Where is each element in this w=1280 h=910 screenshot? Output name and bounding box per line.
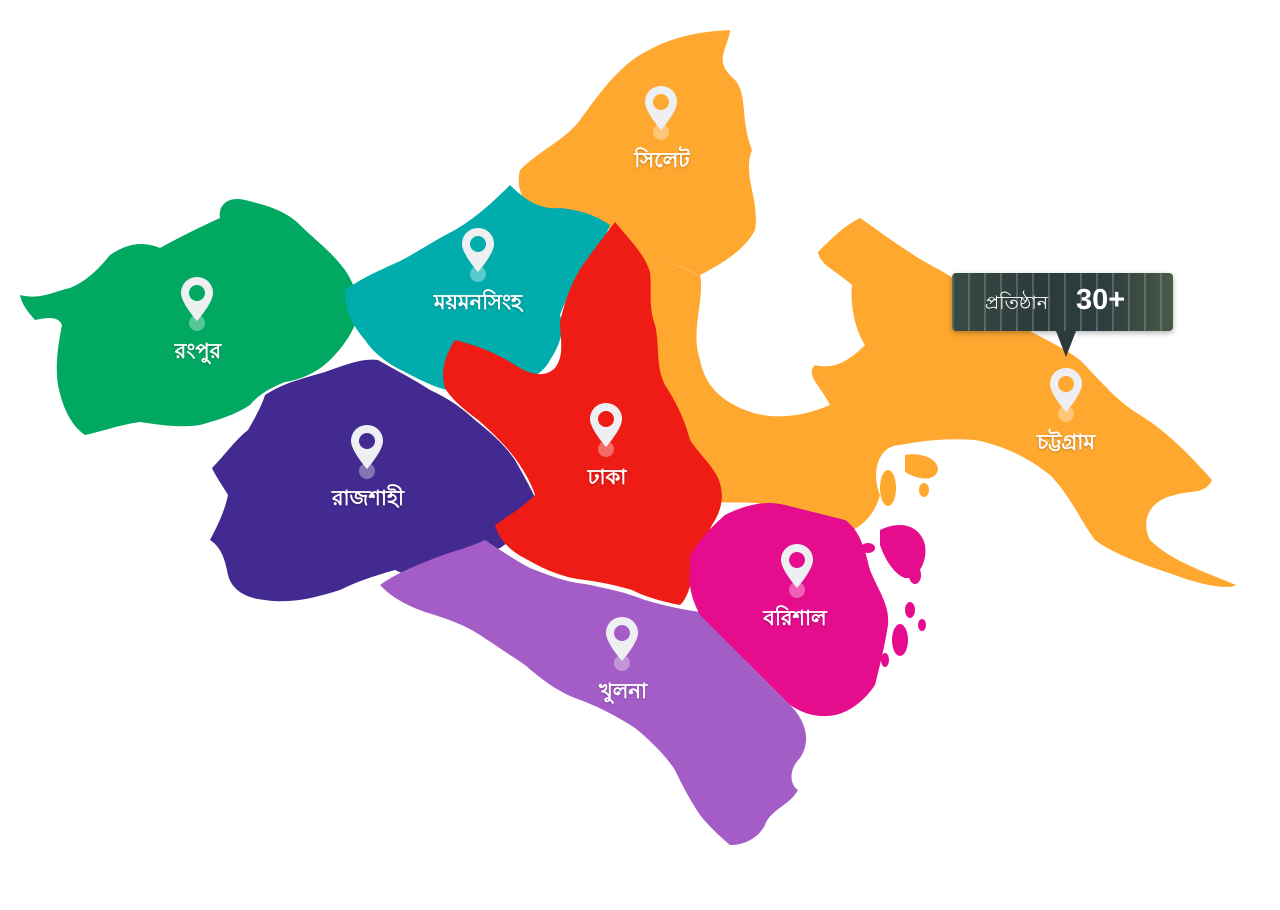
division-label-rajshahi: রাজশাহী — [332, 486, 404, 510]
tooltip-arrow — [1056, 331, 1076, 357]
map-pin-icon[interactable] — [1048, 366, 1084, 426]
division-label-chattogram: চট্টগ্রাম — [1036, 430, 1096, 454]
division-label-barishal: বরিশাল — [763, 606, 827, 630]
tooltip-label: প্রতিষ্ঠান — [985, 292, 1049, 314]
map-pin-icon[interactable] — [349, 423, 385, 483]
map-pin-icon[interactable] — [588, 401, 624, 461]
institution-count-tooltip — [952, 273, 1173, 331]
division-label-mymensingh: ময়মনসিংহ — [433, 290, 523, 314]
division-label-khulna: খুলনা — [598, 679, 648, 703]
map-pin-icon[interactable] — [460, 226, 496, 286]
map-pin-icon[interactable] — [643, 84, 679, 144]
division-label-dhaka: ঢাকা — [587, 465, 627, 489]
map-pin-icon[interactable] — [779, 542, 815, 602]
division-label-sylhet: সিলেট — [634, 148, 690, 172]
map-pin-icon[interactable] — [604, 615, 640, 675]
division-label-rangpur: রংপুর — [174, 339, 222, 363]
map-pin-icon[interactable] — [179, 275, 215, 335]
chattogram-islands — [880, 454, 938, 506]
tooltip-count: 30+ — [1076, 284, 1126, 316]
